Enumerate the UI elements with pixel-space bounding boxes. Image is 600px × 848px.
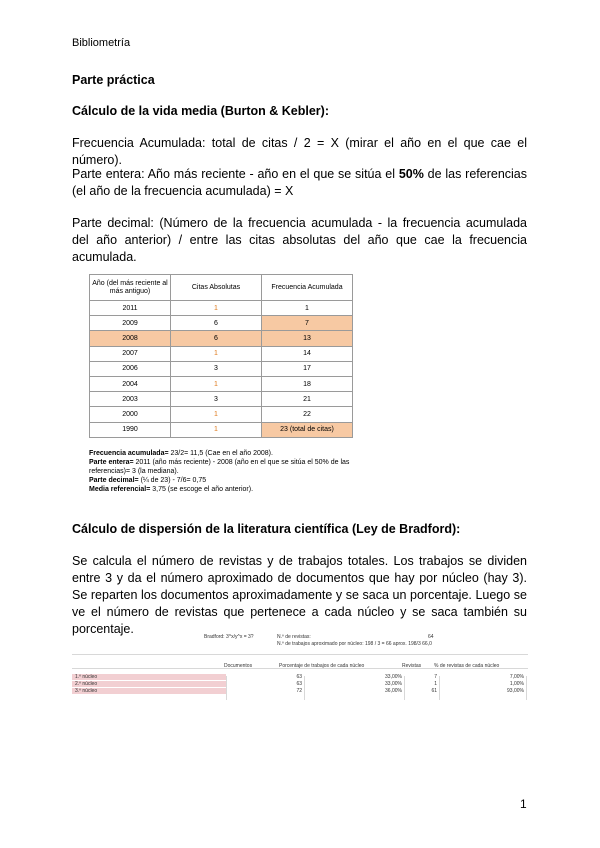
table-cell-frec: 21 — [262, 392, 353, 407]
sheet-col-divider — [526, 676, 527, 700]
bradford-paragraph: Se calcula el número de revistas y de trabajos totales. Los trabajos se dividen entre 3 y da el número aproximado de documentos que hay por núcleo (hay 3). Se reparten los documentos aproximadamente y se saca un porcentaje. Luego se ve el número de revistas que pertenece a cada núcleo y se saca también su porcentaje. — [72, 554, 527, 636]
table-row — [90, 301, 353, 316]
sheet-cell-pct: 33,00% — [385, 681, 402, 687]
citations-table — [89, 274, 353, 438]
table-cell-year: 2011 — [90, 301, 171, 316]
table-cell-year: 2009 — [90, 316, 171, 331]
sheet-cell-rpct: 1,00% — [509, 681, 524, 687]
sheet-top-right: 64 — [428, 634, 434, 640]
sheet-cell-pct: 33,00% — [385, 674, 402, 680]
note-line — [89, 458, 372, 476]
sheet-cell-docs: 63 — [296, 674, 302, 680]
table-row — [90, 316, 353, 331]
table-cell-frec: 18 — [262, 376, 353, 391]
table-cell-frec: 7 — [262, 316, 353, 331]
sheet-top-mid2: N.º de trabajos aproximado por núcleo: 198 / 3 = 66 aprox. 198/3 66,0 — [277, 641, 432, 647]
sheet-col-header: Porcentaje de trabajos de cada núcleo — [279, 663, 365, 669]
note-text: (¼ de 23) - 7/6= 0,75 — [138, 477, 207, 484]
sheet-col-divider — [304, 676, 305, 700]
table-cell-year: 2007 — [90, 346, 171, 361]
page-header: Bibliometría — [72, 37, 131, 49]
table-cell-citas: 6 — [171, 331, 262, 346]
sheet-cell-docs: 72 — [296, 688, 302, 694]
table-cell-citas: 1 — [171, 301, 262, 316]
table-row — [90, 376, 353, 391]
bradford-heading: Cálculo de dispersión de la literatura científica (Ley de Bradford): — [72, 522, 461, 536]
table-cell-frec: 13 — [262, 331, 353, 346]
sheet-col-divider — [404, 676, 405, 700]
note-text: 2011 (año más reciente) - 2008 (año en el que se sitúa el 50% de las referencias)= 3 (la mediana). — [89, 459, 350, 475]
section-title: Parte práctica — [72, 73, 155, 87]
table-header-frecuencia: Frecuencia Acumulada — [262, 275, 353, 301]
table-cell-frec: 1 — [262, 301, 353, 316]
sheet-row-label: 3.º núcleo — [75, 688, 98, 694]
table-row — [90, 361, 353, 376]
sheet-cell-pct: 36,00% — [385, 688, 402, 694]
calculation-notes — [89, 449, 372, 494]
p2-text-b: de las referencias (el año de la frecuencia acumulada) = X — [72, 167, 527, 198]
table-cell-year: 2004 — [90, 376, 171, 391]
sheet-col-header: Documentos — [224, 663, 253, 669]
sheet-top-mid1: N.º de revistas: — [277, 634, 311, 640]
table-cell-year: 2006 — [90, 361, 171, 376]
sheet-row-label: 2.º núcleo — [75, 681, 98, 687]
table-row — [90, 392, 353, 407]
table-header-year: Año (del más reciente al más antiguo) — [90, 275, 171, 301]
page-number: 1 — [520, 797, 527, 811]
p2-text-a: Parte entera: Año más reciente - año en el que se sitúa el — [72, 167, 399, 181]
table-cell-citas: 1 — [171, 407, 262, 422]
note-label: Parte decimal= — [89, 477, 139, 484]
table-cell-citas: 6 — [171, 316, 262, 331]
table-cell-citas: 3 — [171, 392, 262, 407]
sheet-cell-rpct: 93,00% — [507, 688, 524, 694]
bradford-spreadsheet — [72, 632, 528, 698]
table-cell-citas: 3 — [171, 361, 262, 376]
table-cell-year: 2000 — [90, 407, 171, 422]
table-cell-year: 1990 — [90, 422, 171, 437]
note-line — [89, 449, 372, 458]
sheet-col-divider — [226, 676, 227, 700]
table-row — [90, 422, 353, 437]
sheet-divider — [72, 654, 528, 655]
sheet-col-header: Revistas — [402, 663, 422, 669]
sheet-row-label: 1.º núcleo — [75, 674, 98, 680]
sheet-cell-rpct: 7,00% — [509, 674, 524, 680]
table-cell-year: 2008 — [90, 331, 171, 346]
table-cell-frec: 17 — [262, 361, 353, 376]
table-cell-citas: 1 — [171, 422, 262, 437]
table-row — [90, 346, 353, 361]
note-label: Frecuencia acumulada= — [89, 450, 169, 457]
table-header-citas: Citas Absolutas — [171, 275, 262, 301]
sheet-row — [72, 681, 528, 688]
table-cell-year: 2003 — [90, 392, 171, 407]
table-header-row — [90, 275, 353, 301]
sheet-col-header: % de revistas de cada núcleo — [434, 663, 500, 669]
table-row — [90, 407, 353, 422]
table-cell-citas: 1 — [171, 376, 262, 391]
vida-media-paragraph-3: Parte decimal: (Número de la frecuencia acumulada - la frecuencia acumulada del año anterior) / entre las citas absolutas del año que cae la frecuencia acumulada. — [72, 216, 527, 264]
note-text: 3,75 (se escoge el año anterior). — [150, 486, 254, 493]
note-label: Parte entera= — [89, 459, 134, 466]
vida-media-paragraph-1: Frecuencia Acumulada: total de citas / 2 = X (mirar el año en el que cae el número). — [72, 136, 527, 167]
sheet-cell-docs: 63 — [296, 681, 302, 687]
table-cell-frec: 22 — [262, 407, 353, 422]
sheet-row — [72, 674, 528, 681]
sheet-col-divider — [439, 676, 440, 700]
table-cell-citas: 1 — [171, 346, 262, 361]
note-text: 23/2= 11,5 (Cae en el año 2008). — [168, 450, 273, 457]
table-cell-frec: 23 (total de citas) — [262, 422, 353, 437]
sheet-cell-rev: 61 — [431, 688, 437, 694]
note-line — [89, 476, 372, 485]
note-line — [89, 485, 372, 494]
sheet-cell-rev: 1 — [434, 681, 437, 687]
sheet-top-label: Bradford: 3^x/y^x = 3? — [204, 634, 254, 640]
vida-media-heading: Cálculo de la vida media (Burton & Kebler): — [72, 104, 329, 118]
sheet-row — [72, 688, 528, 695]
sheet-cell-rev: 7 — [434, 674, 437, 680]
table-cell-frec: 14 — [262, 346, 353, 361]
table-row-highlighted — [90, 331, 353, 346]
note-label: Media referencial= — [89, 486, 151, 493]
vida-media-paragraph-2 — [72, 166, 527, 200]
p2-percent: 50% — [398, 167, 424, 181]
